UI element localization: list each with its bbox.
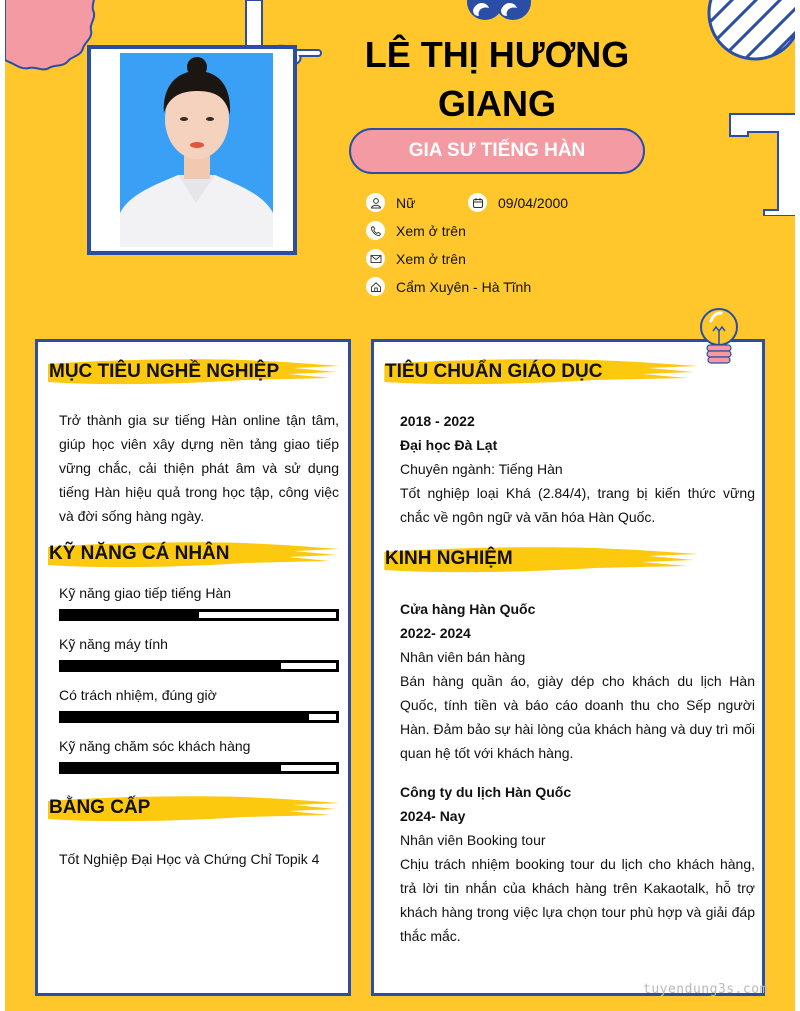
objective-text: Trở thành gia sư tiếng Hàn online tận tâm, giúp học viên xây dựng nền tảng giao tiếp vững chắc, cải thiện phát âm và sử dụng tiếng Hàn hiệu quả trong học tập, công việc và đời sống hàng ngày. [59,412,339,524]
skills-heading: KỸ NĂNG CÁ NHÂN [49,543,230,564]
calendar-icon [468,193,487,212]
experience-company: Cửa hàng Hàn Quốc [400,601,536,617]
left-column [35,339,351,996]
skill-label: Kỹ năng chăm sóc khách hàng [59,738,251,754]
skill-bar [59,711,339,723]
cv-page [5,0,795,1011]
user-icon [366,193,385,212]
experience-company: Công ty du lịch Hàn Quốc [400,784,572,800]
info-gender [366,193,415,212]
skill-bar [59,660,339,672]
education-school: Đại học Đà Lạt [400,437,498,453]
experience-period: 2022- 2024 [400,625,471,641]
candidate-name-line2: GIANG [437,83,556,124]
profile-photo [120,53,273,247]
phone-value[interactable]: Xem ở trên [396,222,466,239]
info-email [366,249,466,268]
objective-heading: MỤC TIÊU NGHỀ NGHIỆP [49,361,280,382]
info-birthdate [468,193,568,212]
mail-icon [366,249,385,268]
job-title-badge: GIA SƯ TIẾNG HÀN [349,128,645,174]
certificates-text: Tốt Nghiệp Đại Học và Chứng Chỉ Topik 4 [59,851,320,867]
experience-position: Nhân viên Booking tour [400,832,546,848]
eyes-decoration [463,0,533,24]
experience-description: Chịu trách nhiệm booking tour du lịch cho khách hàng, trả lời tin nhắn của khách hàng trên Kakaotalk, hỗ trợ khách hàng trong việc lựa chọn tour phù hợp và giải đáp thắc mắc. [400,856,755,944]
skill-label: Kỹ năng máy tính [59,636,168,652]
candidate-name [345,30,649,128]
skill-bar [59,609,339,621]
email-value[interactable]: Xem ở trên [396,250,466,267]
light-bulb-decoration [697,305,742,375]
letter-t-decoration [728,110,795,216]
education-period: 2018 - 2022 [400,413,475,429]
striped-circle-decoration [707,0,795,61]
profile-photo-frame [87,45,297,255]
experience-period: 2024- Nay [400,808,466,824]
home-icon [366,277,385,296]
watermark: tuyendung3s.com [643,982,768,997]
candidate-name-line1: LÊ THỊ HƯƠNG [364,34,630,75]
scallop-decoration [5,0,97,72]
experience-description: Bán hàng quần áo, giày dép cho khách du lịch Hàn Quốc, tính tiền và báo cáo doanh thu cho Sếp người Hàn. Đảm bảo sự hài lòng của khách hàng và duy trì mối quan hệ tốt với khách hàng. [400,673,755,761]
skill-bar-remaining [199,612,336,618]
phone-icon [366,221,385,240]
info-address [366,277,531,296]
right-column [371,339,765,996]
skill-label: Kỹ năng giao tiếp tiếng Hàn [59,585,232,601]
skill-bar-remaining [281,663,336,669]
info-phone [366,221,466,240]
skill-bar-remaining [281,765,336,771]
gender-value: Nữ [396,194,416,211]
birthdate-value: 09/04/2000 [498,194,569,211]
experience-heading: KINH NGHIỆM [385,548,513,569]
address-value: Cẩm Xuyên - Hà Tĩnh [396,278,532,295]
skill-bar [59,762,339,774]
portrait-illustration [120,53,273,247]
experience-position: Nhân viên bán hàng [400,649,526,665]
education-major: Chuyên ngành: Tiếng Hàn [400,461,563,477]
education-description: Tốt nghiệp loại Khá (2.84/4), trang bị kiến thức vững chắc về ngôn ngữ và văn hóa Hàn Quốc. [400,485,755,525]
education-heading: TIÊU CHUẨN GIÁO DỤC [385,361,603,382]
skill-label: Có trách nhiệm, đúng giờ [59,687,217,703]
skill-bar-remaining [309,714,336,720]
certificates-heading: BẰNG CẤP [49,797,151,818]
